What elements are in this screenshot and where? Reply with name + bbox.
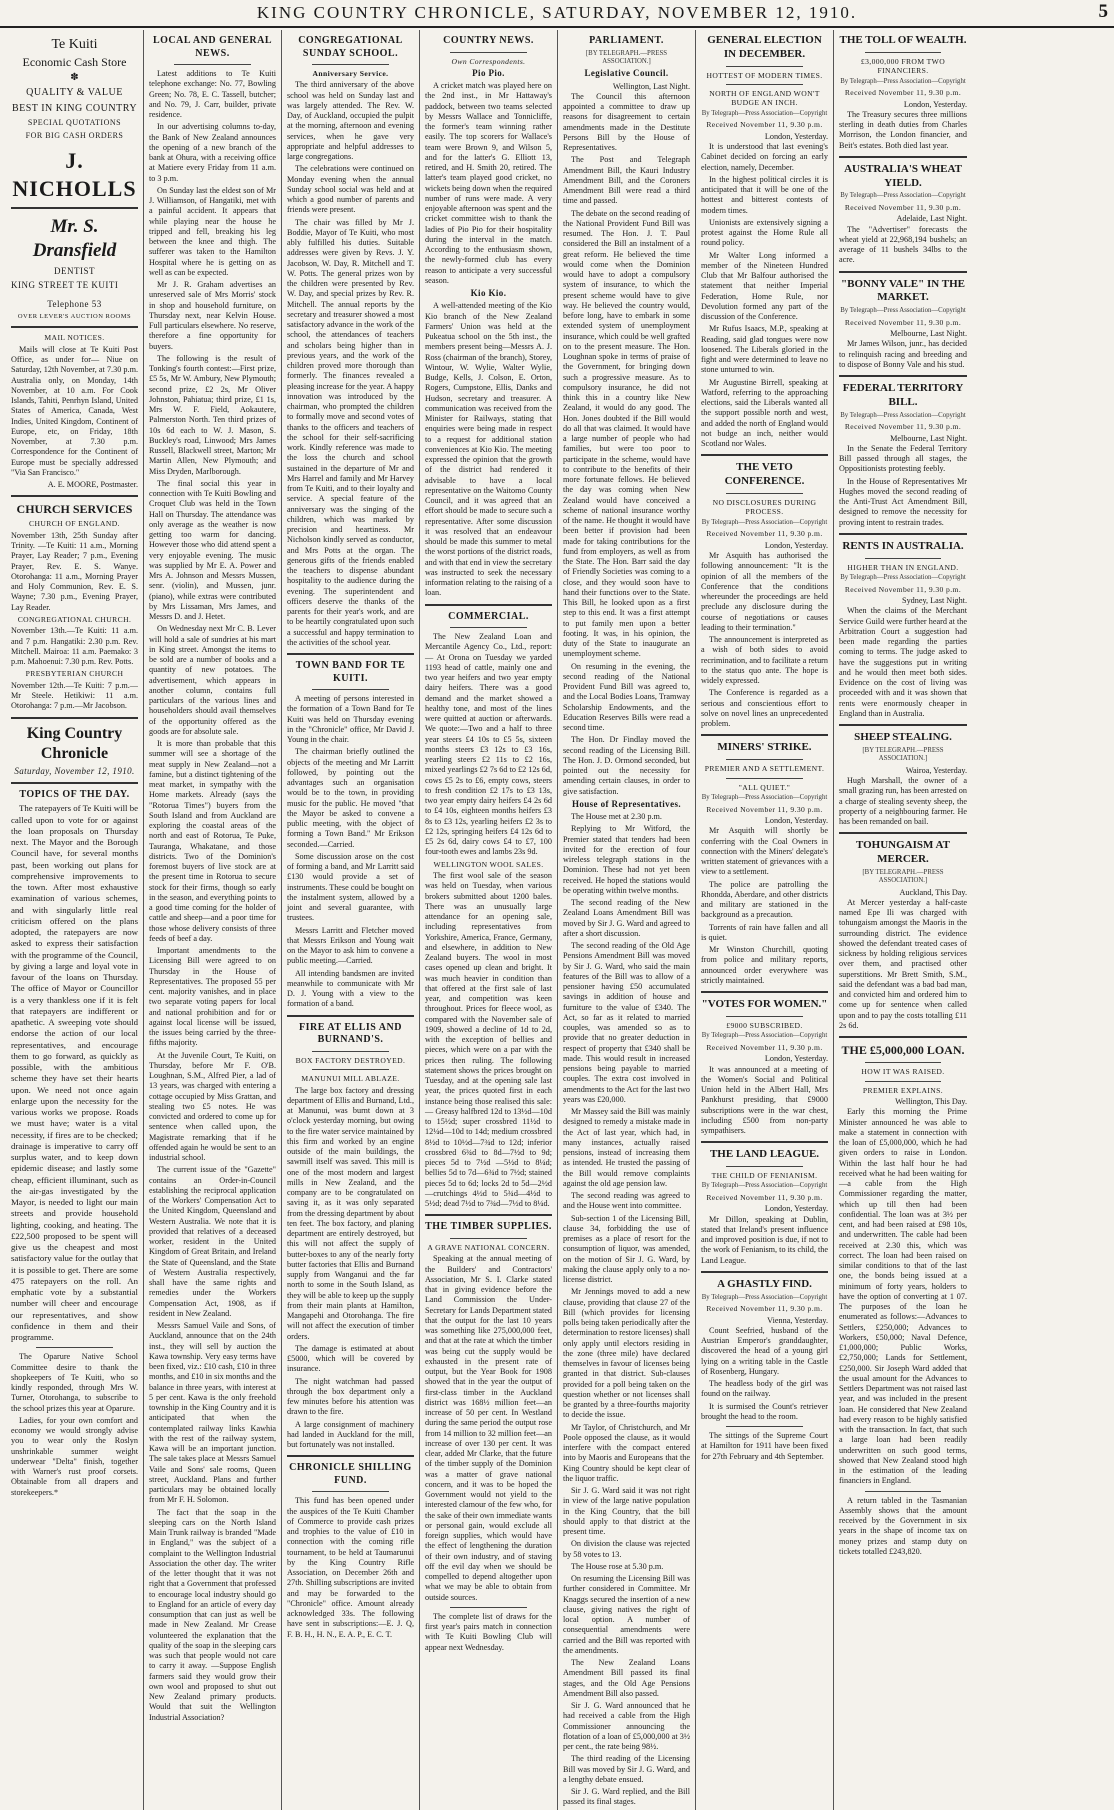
dateline: Wellington, Last Night. [612,81,690,91]
local-news-paragraph: In our advertising columns to-day, the Bank of New Zealand announces the opening of a new branch of the bank at Ohura, with a receiving office at Matiere every Friday from 11 a.m. to 3 p.m. [149,122,276,183]
miners-sub-2: "ALL QUIET." [738,782,791,792]
fire-sub-2: MANUNUI MILL ABLAZE. [301,1074,400,1084]
ghastly-paragraph: Count Seefried, husband of the Austrian Emperor's granddaughter, discovered the head of a young girl lying on a writing table in the Castle of Rosenberg, Hungary. [701,1325,828,1376]
house-paragraph: Replying to Mr Witford, the Premier stated that tenders had been invited for the erection of four wireless telegraph stations in the Dominion. These had not yet been received. He hoped the stations would be operating within twelve months. [563,824,690,895]
rents-paragraph: When the claims of the Merchant Service Guild were further heard at the Arbitration Court a suggestion had been made regarding the parties coming to terms. The judge asked to have the suggestions put in writing and he would then meet both sides. Evidence on the cost of living was proceeded with and it was shown that rents were enormously cheaper in England than in Australia. [839,606,967,718]
bonny-heading: "BONNY VALE" IN THE MARKET. [841,277,965,304]
received: Received November 11, 9.30 p.m. [706,529,823,539]
received: Received November 11, 9.30 p.m. [706,804,823,814]
election-paragraph: Mr Augustine Birrell, speaking at Watford, referring to the approaching elections, said the Liberals wanted all the support possible north and west, and added the north of England would not budge an inch, neither would Scotland nor Wales. [701,377,828,449]
rents-sub: HIGHER THAN IN ENGLAND. [847,562,959,572]
fire-paragraph: The large box factory and dressing department of Ellis and Burnand, Ltd., at Manunui, was burnt down at 3 o'clock yesterday morning, but owing to the fire water service maintained by this firm and worked by an engine outside of the main buildings, the sawmill itself was saved. This mill is one of the most modern and largest mills in New Zealand, and the company are to be congratulated on saving it, as it was only separated from the dressing department by about ten feet. The box factory, and planing department are entirely destroyed, but this will not affect the supply of butter-boxes to any of the nearly forty butter factories that Ellis and Burnand supply from Wanganui and the far north to some in the South Island, as they will be able to keep up the supply from their main plants at Hamilton, Mangapehi and Otorohanga. The fire will not affect the execution of timber orders. [287,1085,414,1341]
byline: By Telegraph—Press Association—Copyright [701,1032,828,1040]
divider [312,1051,388,1052]
legislative-paragraph: The Council this afternoon appointed a committee to draw up reasons for disagreement to certain amendments made in the Destitute Persons Bill by the House of Representatives. [563,91,690,153]
fire-heading: FIRE AT ELLIS AND BURNAND'S. [299,1021,402,1046]
pres-text: November 12th.—Te Kuiti: 7 p.m.— Mr Steele. Hetikiwi: 11 a.m. Otorohanga: 7 p.m.—Mr Jacobson. [11,680,138,711]
tohunga-paragraph: At Mercer yesterday a half-caste named Epe Ili was charged with tohungaism amongst the Maoris in the surrounding district. The evidence showed the defendant treated cases of sickness by holding religious services over them, and practised other superstitions. Mr Brett Smith, S.M., said the defendant was a bad bad man, and convicted him and ordered him to come up for sentence when called upon and to pay the costs totalling £11 2s 6d. [839,897,967,1030]
veto-paragraph: The announcement is interpreted as a wish of both sides to avoid recrimination, and to facilitate a return to the status quo ante. The hope is widely expressed. [701,635,828,686]
house-paragraph: On resuming the Licensing Bill was further considered in Committee. Mr Knaggs secured the insertion of a new clause, giving natives the right of local option. A number of consequential amendments were carried and the Bill was reported with the amendments. [563,1574,690,1655]
byline: By Telegraph—Press Association—Copyright [701,518,828,526]
miners-paragraph: Mr Asquith will shortly be conferring with the Coal Owners in connection with the Miners' delegate's written statement of grievances with a view to a settlement. [701,826,828,877]
divider [839,271,967,273]
divider [450,1607,526,1608]
votes-paragraph: It was announced at a meeting of the Women's Social and Political Union held in the Albert Hall, Mrs Pankhurst presiding, that £9000 subscriptions were in the war chest, including £500 from non-party sympathisers. [701,1064,828,1135]
coe-heading: CHURCH OF ENGLAND. [29,519,120,529]
election-paragraph: In the highest political circles it is anticipated that it will be one of the hottest and bitterest contests of modern times. [701,174,828,215]
divider [839,1036,967,1038]
legislative-paragraph: The Post and Telegraph Amendment Bill, the Kauri Industry Amendment Bill, and the Coroners Amendment Bill were read a third time and passed. [563,155,690,206]
election-heading: GENERAL ELECTION IN DECEMBER. [707,34,822,60]
dateline: Sydney, Last Night. [902,596,967,606]
house-paragraph: The House met at 2.30 p.m. [571,812,662,822]
paper-title: King Country Chronicle [26,724,123,762]
house-paragraph: The House rose at 5.30 p.m. [571,1561,664,1571]
loan-sub-2: PREMIER EXPLAINS. [862,1085,944,1095]
miners-sub: PREMIER AND A SETTLEMENT. [704,764,825,774]
votes-heading: "VOTES FOR WOMEN." [701,998,828,1011]
received: Received November 11, 9.30 p.m. [844,584,962,594]
local-news-paragraph: The current issue of the "Gazette" contains an Order-in-Council establishing the reciprocal application of the Workers' Compensation Act to the United Kingdom, Queensland and Western Australia. We note that it is provided that relatives of a deceased worker, resident in the United Kingdom of Great Britain, and Ireland the State of Queensland, and the State of Western Australia respectively, shall have the same rights and remedies under the Workers Compensation Act, 1908, as if resident in New Zealand. [149,1165,276,1318]
masthead [0,0,1114,28]
league-heading: THE LAND LEAGUE. [709,1148,820,1161]
divider [11,717,138,719]
piopio-heading: Pio Pio. [472,67,505,78]
divider [865,52,942,53]
mail-heading: MAIL NOTICES. [44,333,105,343]
house-paragraph: Mr Taylor, of Christchurch, and Mr Poole opposed the clause, as it would interfere with the compact entered into by Maoris and Europeans that the King Country should be kept clear of the liquor traffic. [563,1422,690,1483]
divider [287,653,414,655]
bowling-footer: The complete list of draws for the first year's pairs match in connection with Te Kuiti Bowling Club will appear next Wednesday. [425,1611,552,1652]
topics-text: The ratepayers of Te Kuiti will be called upon to vote for or against the loan proposals on Thursday next. The Mayor and the Borough Council have, for several months past, been working out plans for comprehensive improvements to the town. After most exhaustive examination of various schemes, and with singularly little real criticism offered on the plans adopted, the ratepayers are now asked to express their satisfaction with the programme of the Council, by giving a large and loyal vote in favour of the loans on Thursday. The office of Mayor or Councillor is a very thankless one if it is felt that ratepayers are indifferent or apathetic. A sweeping vote should endorse the action of our local representatives, and encourage them to go forward, as quickly as possible, with the ambitious scheme they have set their hearts upon. We need not once again enlarge upon the necessity for the various works we propose. Roads we must have; water is a vital necessity, if fires are to be checked; drainage is imperative to carry off surplus water, and to keep down epidemic disease; and lastly some cheap, efficient illuminant, such as the air-gas investigated by the Mayor, is needed to light our main streets and provide household lighting, cooking, and heating. The £22,500 proposed to be spent will give us the cheapest and most satisfactory value for the outlay that it is possible to get. There are some 475 ratepayers on the roll. An emphatic vote by a substantial number will cheer and encourage our representatives, and show confidence in them and their programme. [11,803,138,1343]
dentist-address: KING STREET TE KUITI [11,279,119,290]
column-4 [420,30,558,1810]
fire-paragraph: A large consignment of machinery had landed in Auckland for the mill, but fortunately was not installed. [287,1419,414,1450]
miners-paragraph: Torrents of rain have fallen and all is quiet. [701,922,828,942]
election-sub-1: HOTTEST OF MODERN TIMES. [706,70,823,80]
divider [450,627,526,628]
sunday-school-paragraph: The chair was filled by Mr J. Boddie, Mayor of Te Kuiti, who most ably fulfilled his duties. Suitable addresses were given by Revs. J. Y. Jacobson, W. Day, R. Mitchell and T. W. Potts. The general prizes won by the children were presented by Rev. W. Day, and special prizes by Rev. R. Mitchell. The annual reports by the secretary and treasurer showed a most satisfactory advance in the work of the school, the attendances of teachers and scholars being higher than in previous years, and the work of the children proved more thorough than formerly. The finances revealed a pleasing increase for the year. A happy innovation was introduced by the chairman, who prompted the children to formally move and second votes of thanks to the officers and teachers of the school for their self-sacrificing work. Kindly reference was made to the loss the church and school sustained in the departure of Mr and Mrs Harrel and family and Mr Harvey from Te Kuiti, and to their loyalty and service. A special feature of the anniversary was the singing of the children, which was marked by precision and heartiness. Mr Nicholson kindly served as conductor, and Mrs Potts at the organ. The generous gifts of the friends enabled the teachers to dispense abundant hospitality to the audience during the evening. The superintendent and officers deserve the thanks of the parents for their year's work, and are to be heartily congratulated upon such a successful and happy termination to the activities of the school year. [287,217,414,647]
divider [865,1081,942,1082]
local-news-paragraph: It is more than probable that this summer will see a shortage of the meat supply in New Zealand—not a famine, but a distinct tightening of the meat market, in sympathy with the Home markets. Already (says the "Rotorua Times") buyers from the South Island and from Auckland are exploring the coastal areas of the north and east of Rotorua, Te Puke, Tauranga, Whakatane, and those districts. Two of the Dominion's foremost buyers of live stock are at the present time in Rotorua to secure stock for their firms, though so early in the season, and everything points to a good time coming for the holder of cattle and sheep—and a poor time for those whose delivery consists of three feeds of beef a day. [149,739,276,943]
veto-heading: THE VETO CONFERENCE. [724,461,805,488]
divider [287,1455,414,1457]
veto-paragraph: Mr Asquith has authorised the following announcement: "It is the opinion of all the members of the Conference that the conditions whereunder the proceedings are held preclude any disclosure during the course of negotiations or causes leading to their termination." [701,551,828,632]
divider [839,724,967,726]
dateline: Adelaide, Last Night. [896,214,967,224]
store-owner: J. NICHOLLS [12,148,137,201]
sheep-heading: SHEEP STEALING. [854,731,952,744]
column-2 [144,30,282,1810]
veto-sub: NO DISCLOSURES DURING PROCESS. [712,497,817,517]
byline: By Telegraph—Press Association—Copyright [701,794,828,802]
divider [312,1069,388,1070]
dateline: Wairoa, Yesterday. [905,765,967,775]
divider [450,52,526,53]
ghastly-paragraph: The sittings of the Supreme Court at Hamilton for 1911 have been fixed for 27th February and 4th September. [701,1431,828,1461]
legislative-heading: Legislative Council. [584,68,669,79]
house-paragraph: The second reading of the New Zealand Loans Amendment Bill was moved by Sir J. G. Ward and agreed to after a short discussion. [563,898,690,938]
column-1 [6,30,144,1810]
divider [425,604,552,606]
miners-paragraph: Mr Winston Churchill, quoting from police and military reports, announced order everywhere was strictly maintained. [701,945,828,985]
veto-paragraph: The Conference is regarded as a serious and conscientious effort to solve on novel lines an unprecedented problem. [701,688,828,729]
received: Received November 11, 9.30 p.m. [706,1042,823,1052]
wheat-paragraph: The "Advertiser" forecasts the wheat yield at 22,968,194 bushels; an average of 11 bushels 34lbs to the acre. [839,224,967,265]
commercial-heading: COMMERCIAL. [448,610,529,622]
divider [11,207,138,209]
divider [701,991,828,993]
election-paragraph: Unionists are extensively signing a protest against the Home Rule all round policy. [701,217,828,248]
local-news-paragraph: Latest additions to Te Kuiti telephone exchange: No. 77, Bowling Green; No. 78, E. C. Tassell, butcher; and No. 79, J. Carr, builder, private residence. [149,69,276,119]
house-paragraph: Mr Jennings moved to add a new clause, providing that clause 27 of the Bill (which provides for licensing polls being taken periodically after the determination to restore licenses) shall only apply until electors residing in the zone (three mile) have declared themselves in favour of licenses being granted in that district. Sub-clauses provided for a poll being taken on the question whether or not licenses shall be granted by a three-fourths majority to decide the issue. [563,1287,690,1420]
divider [312,689,388,690]
store-special-2: FOR BIG CASH ORDERS [25,131,124,140]
press-association: [BY TELEGRAPH.—PRESS ASSOCIATION.] [585,49,668,65]
mail-text: Mails will close at Te Kuiti Post Office, as under for— Niue on Saturday, 12th November, at 7.30 p.m. Australia only, on Monday, 14th November, at 10 a.m. For Cook Islands, Tahiti, Penrhyn Island, United States of America, Canada, West Indies, United Kingdom, Continent of Europe, etc, on Friday, 18th November, at 7.30 p.m. Correspondence for the Continent of Europe must be specially addressed "Via San Francisco." [11,344,138,477]
loan-paragraph: A return tabled in the Tasmanian Assembly shows that the amount received by the Government in six years in the shape of income tax on money prizes and stamp duty on tickets totalled £243,820. [839,1495,967,1556]
shilling-fund-paragraph: This fund has been opened under the auspices of the Te Kuiti Chamber of Commerce to provide cash prizes and trophies to the value of £10 in connection with the coming rifle tournament, to be held at Taumarunui by the King Country Rifle Association, on December 26th and 27th. Shilling subscriptions are invited and may be forwarded to the "Chronicle" office. Amount already acknowledged 33s. The following have sent in subscriptions:—E. J. Q, F. B. H., H. N., E. A. P., E. C. T. [287,1496,414,1639]
dateline: London, Yesterday. [903,99,967,109]
kiokio-text: A well-attended meeting of the Kio Kio branch of the New Zealand Farmers' Union was held at the Pukeatua school on the 5th inst., the members present being—Messrs A. J. Ross (chairman of the branch), Storey, Wintour, W. Wylie, Walter Wylie, Budge, Kells, J. Colson, E. Orton, Rogers, Cumpstone, Ellis, Danks and Hudson, secretary and treasurer. A communication was received from the Minister for Railways, stating that enquiries were being made in respect to a request for additional station conveniences at Kio Kio. The meeting expressed the opinion that the growth of the district had rendered it advisable to have a local representative on the Waitomo County Council, and it was agreed that an effort should be made to secure such a representative. After some discussion it was resolved that an endeavour should be made this summer to metal the worst portions of the district roads, and with that end in view the secretary was instructed to seek the necessary information relating to the raising of a loan. [425,301,552,598]
cong-text: November 13th.—Te Kuiti: 11 a.m. and 7 p.m. Hangatiki: 2.30 p.m. Rev. Mitchell. Mairoa: 11 a.m. Paemako: 3 p.m. Mahoenui: 7.30 p.m. Rev. Potts. [11,626,138,667]
divider [839,533,967,535]
house-paragraph: The third reading of the Licensing Bill was moved by Sir J. G. Ward, and a lengthy debate ensued. [563,1754,690,1784]
election-paragraph: Mr Rufus Isaacs, M.P., speaking at Reading, said glad tongues were now loosened. The Liberals gloried in the fight and were determined to leave no stone unturned to win. [701,324,828,375]
legislative-paragraph: On resuming in the evening, the second reading of the National Provident Fund Bill was agreed to, and the Local Bodies Loans, Tramway Scholarship Endowments, and the Education Reserves Bills were read a second time. [563,661,690,733]
miners-heading: MINERS' STRIKE. [717,741,812,754]
divider [726,1426,802,1427]
store-slogan-1: QUALITY & VALUE [26,87,123,98]
cong-heading: CONGREGATIONAL CHURCH. [17,614,132,624]
divider [425,1214,552,1216]
byline: By Telegraph—Press Association—Copyright [840,574,966,582]
sheep-paragraph: Hugh Marshall, the owner of a small grazing run, has been arrested on a charge of stealing seventy sheep, the property of a neighbouring farmer. He has been remanded on bail. [839,776,967,827]
divider [312,64,388,65]
byline: By Telegraph—Press Association—Copyright [840,192,966,200]
byline: By Telegraph—Press Association—Copyright [701,109,828,117]
timber-sub: A GRAVE NATIONAL CONCERN. [427,1242,550,1252]
federal-heading: FEDERAL TERRITORY BILL. [842,382,964,408]
divider [865,1062,942,1063]
column-5 [558,30,696,1810]
fire-paragraph: The damage is estimated at about £5000, which will be covered by insurance. [287,1343,414,1374]
dateline: London, Yesterday. [764,1054,828,1064]
wool-text: The first wool sale of the season was held on Tuesday, when various brokers submitted about 1200 bales. There was an unusually large attendance for an opening sale, including representatives from Yorkshire, America, France, Germany, and elsewhere, in addition to New Zealand buyers. The wool in most cases opened up clean and bright. It was much heavier in condition than that offered at the first sale of last year, and competition was keen throughout. Prices for fleece wool, as compared with the November sale of 1909, showed a decline of 1d to 2d, with the exception of bellies and pieces, which were on a par with the prices then ruling. The following statement shows the prices brought on Tuesday, and at the opening sale last year, the prices quoted first in each instance being those realised this sale:— Greasy halfbred 12d to 13½d—10d to 15½d; super crossbred 11½d to 12¼d—10d to 14d; medium crossbred 8½d to 10½d—7¾d to 12d; inferior crossbred 6¾d to 8d—7½d to 9d; pieces 5d to 7½d —5½d to 8¼d; bellies 5d to 7d—6¾d to 7½d; stained pieces 5d to 6d; locks 2d to 5d—2½d—crutchings 4½d to 5¾d—4½d to 5½d; dead 7½d to 7¾d—7½d to 8¼d. [425,871,552,1209]
divider [11,782,138,784]
election-paragraph: Mr Walter Long informed a member of the Nineteen Hundred Club that Mr Balfour authorised the statement that neither Imperial Federation, Home Rule, nor Devolution formed any part of the discussion of the Conference. [701,250,828,322]
divider [726,1016,802,1017]
dateline: Melbourne, Last Night. [890,433,967,443]
sunday-school-paragraph: The celebrations were continued on Monday evening when the annual Sunday school social was held and at which a good number of parents and friends were present. [287,164,414,215]
local-news-paragraph: Mr J. R. Graham advertises an unreserved sale of Mrs Morris' stock in shop and household furniture, on Thursday next, near Kelvin House. Full particulars elsewhere. No reserve, therefore a fine opportunity for buyers. [149,280,276,351]
divider [701,1271,828,1273]
mail-signature: A. E. MOORE, Postmaster. [47,480,138,490]
divider [11,495,138,497]
kiokio-heading: Kio Kio. [470,288,507,299]
masthead-title: KING COUNTRY CHRONICLE, SATURDAY, NOVEMBER 12, 1910. [256,3,858,22]
press-association: [BY TELEGRAPH.—PRESS ASSOCIATION.] [862,746,944,763]
town-band-paragraph: Some discussion arose on the cost of forming a band, and Mr Larritt said £130 would provide a set of instruments. These could be bought on the instalment system, allowed by a joint and several guarantee, with trustees. [287,851,414,923]
paper-date: Saturday, November 12, 1910. [14,765,135,776]
house-paragraph: Sub-section 1 of the Licensing Bill, clause 34, forbidding the use of premises as a place of resort for the consumption of liquor, was amended, on the motion of Sir J. G. Ward, by making the clause apply only to a no-license district. [563,1213,690,1285]
divider [701,1141,828,1143]
divider [839,156,967,158]
house-paragraph: On division the clause was rejected by 58 votes to 13. [563,1539,690,1559]
store-special-1: SPECIAL QUOTATIONS [27,118,122,127]
divider [726,778,802,779]
topics-text-2: The Oparure Native School Committee desire to thank the shopkeepers of Te Kuiti, who so kindly responded, through Mrs W. Turner, Otorohanga, to subscribe to the school prizes this year at Oparure. [11,1352,138,1413]
town-band-paragraph: A meeting of persons interested in the formation of a Town Band for Te Kuiti was held on Thursday evening in the "Chronicle" office, Mr David J. Young in the chair. [287,694,414,745]
country-news-sub: Own Correspondents. [451,56,526,66]
fire-sub-1: BOX FACTORY DESTROYED. [295,1055,406,1065]
dateline: London, Yesterday. [764,1204,828,1214]
ghastly-heading: A GHASTLY FIND. [717,1277,812,1290]
tohunga-heading: TOHUNGAISM AT MERCER. [855,839,951,866]
store-slogan-2: BEST IN KING COUNTRY [11,102,138,114]
dateline: Vienna, Yesterday. [767,1315,828,1325]
loan-sub-1: HOW IT WAS RAISED. [861,1067,945,1077]
town-band-paragraph: The chairman briefly outlined the objects of the meeting and Mr Larritt followed, by pointing out the advantages such an organisation would be to the town, in providing music for the public. He moved "that the Mayor be asked to convene a public meeting, with the object of forming a Town Band." Mr Erikson seconded.—Carried. [287,747,414,849]
ghastly-paragraph: The headless body of the girl was found on the railway. [701,1379,828,1399]
dentist-location: OVER LEVER'S AUCTION ROOMS [17,313,132,321]
house-paragraph: Sir J. G. Ward said it was not right in view of the large native population in the King Country, that the bill should apply to that district at the present time. [563,1486,690,1537]
ornament-icon: ✽ [70,71,79,83]
byline: By Telegraph—Press Association—Copyright [840,411,966,419]
dentist-phone: Telephone 53 [47,299,102,309]
loan-heading: THE £5,000,000 LOAN. [841,1043,965,1058]
country-news-heading: COUNTRY NEWS. [443,35,534,46]
divider [726,493,802,494]
dateline: Melbourne, Last Night. [890,329,967,339]
received: Received November 11, 9.30 p.m. [706,120,823,130]
topics-heading: TOPICS OF THE DAY. [19,788,130,800]
timber-heading: THE TIMBER SUPPLIES. [425,1221,552,1233]
divider [312,1491,388,1492]
divider [726,759,802,760]
divider [726,1166,802,1167]
house-paragraph: The second reading was agreed to and the House went into committee. [563,1191,690,1211]
store-subtitle: Economic Cash Store [22,54,127,69]
timber-text: Speaking at the annual meeting of the Builders' and Contractors' Association, Mr S. I. Clarke stated that in giving evidence before the Land Commission the Under-Secretary for Lands Department stated that the output for the last 10 years was something like 275,000,000 feet, and that at the rate at which the timber was being cut the supply would be exhausted in the present rate of output, but the Year Book for 1908 showed that in the year the output of first-class timber in the Auckland district was 168½ million feet—an increase of 50 per cent. In Westland during the same period the output rose from 14 million to 32 million feet—an increase of over 130 per cent. It was clear, added Mr Clarke, that the future of the timber supply of the Dominion was a matter of grave national concern, and it was to be hoped the Government would not yield to the interested clamour of the few who, for the sake of their own immediate wants or personal gain, would exclude all foreign supplies, which would have the effect of lengthening the duration of their own industry, and of staving off the evil day when we should be compelled to depend altogether upon what we may be able to obtain from outside sources. [425,1254,552,1602]
election-paragraph: It is understood that last evening's Cabinet decided on forcing an early election, namely, December. [701,142,828,172]
divider [287,1015,414,1017]
sunday-school-sub: Anniversary Service. [312,69,389,78]
divider [36,1347,112,1348]
column-6 [696,30,834,1810]
received: Received November 11, 9.30 p.m. [844,317,962,327]
local-news-paragraph: The final social this year in connection with Te Kuiti Bowling and Croquet Club was held in the Town Hall on Thursday. The attendance was only average as the weather is now getting too warm for dancing. However those who did attend spent a very enjoyable evening. The music was supplied by Mr E. A. Power and Mrs A. Johnson and Messrs Mussen, senr. (violin), and Mussen, junr. (piano), while extras were contributed by Mrs Lissaman, Mrs James, and Messrs D. and J. Hetet. [149,478,276,621]
sunday-school-paragraph: The third anniversary of the above school was held on Sunday last and was largely attended. The Rev. W. Day, of Auckland, occupied the pulpit at the morning, afternoon and evening services, when he gave very appropriate and helpful addresses to large congregations. [287,80,414,162]
column-7 [834,30,972,1810]
dateline: Auckland, This Day. [899,887,967,897]
dentist-name: Mr. S. Dransfield [32,216,117,261]
votes-sub: £9000 SUBSCRIBED. [726,1020,803,1030]
legislative-paragraph: The Hon. Dr Findlay moved the second reading of the Licensing Bill. The Hon. J. D. Ormond seconded, but pointed out the necessity for amending certain clauses, in order to give satisfaction. [563,735,690,796]
columns [6,30,1110,1807]
column-3 [282,30,420,1810]
dateline: London, Yesterday. [764,131,828,141]
divider [726,66,802,67]
divider [726,84,802,85]
house-paragraph: The second reading of the Old Age Pensions Amendment Bill was moved by Sir J. G. Ward, who said the main features of the Bill was to allow of a pensioner having £50 accumulated savings in addition of house and furniture to the value of £340. The Act, so far as it related to married couples, was amended so as to provide that no greater deduction in respect of property that £340 shall be made. This would result in increased pensions being payable to married couples. The extra cost involved in amendments to the Act for the last two years was £20,000. [563,941,690,1104]
sunday-school-heading: CONGREGATIONAL SUNDAY SCHOOL. [298,35,403,59]
received: Received November 11, 9.30 p.m. [706,1192,823,1202]
dentist-title: DENTIST [54,265,95,276]
divider [839,832,967,834]
commercial-text: The New Zealand Loan and Mercantile Agency Co., Ltd., report:— At Orona on Tuesday we yarded 1193 head of cattle, mainly one and two year heifers and two year empty dairy heifers. There was a good demand and the market showed a healthy tone, and most of the lines were quitted at auction or afterwards. We quote:—Two and a half to three year steers £4 10s to £5 5s, sixteen months steers £3 12s to £3 16s, yearling steers £2 11s to £2 16s, mixed yearlings £2 7s 6d to £2 12s 6d, cows £5 2s to £6, empty cows, steers to fresh condition £2 17s to £3 13s, two year empty dairy heifers £4 2s 6d to £4 10s, eighteen months heifers £3 8s to £3 12s, yearling heifers £2 3s to £2 12s, springing heifers £4 12s 6d to £5 2s 6d, dairy cows £4 to £7, 100 four-tooth ewes and lambs 23s 9d. [425,632,552,857]
wool-heading: WELLINGTON WOOL SALES. [433,859,544,869]
ghastly-paragraph: It is surmised the Count's retriever brought the head to the room. [701,1401,828,1421]
shilling-fund-heading: CHRONICLE SHILLING FUND. [289,1462,412,1486]
wheat-heading: AUSTRALIA'S WHEAT YIELD. [844,162,962,189]
loan-paragraph: Early this morning the Prime Minister announced he was able to make a statement in connection with the loan of £5,000,000, which he had given orders to raise in London. Within the last half hour he had received what he had been waiting for—a cable from the High Commissioner regarding the matter, which up till then had been confidential. The loan was at 3½ per cent, and had been raised at £98 10s, and underwritten. The cable had been received at 2.30 this, which was correct. The loan had been raised on similar conditions to that of the last one, the bonds being issued at a minimum of forty years, holders to have the option of converting at 1 07. The purposes of the loan he enumerated as follows:—Advances to Settlers, £250,000; Advances to Workers, £50,000; Naval Defence, £1,000,000; Public Works, £2,750,000; Lands for Settlement, £250,000. Sir Joseph Ward added that the usual amount for the Advances to Settlers Department was not raised last year, and was included in the present loan. He considered that New Zealand had every reason to be highly satisfied with the transaction. In fact, that such a large loan had been readily underwritten on such good terms, showed that New Zealand stood high in the estimation of the leading financiers in England. [839,1107,967,1486]
divider [701,454,828,456]
miners-paragraph: The police are patrolling the Rhondda, Aberdare, and other districts and military are stationed in the background as a precaution. [701,879,828,920]
local-news-paragraph: Messrs Samuel Vaile and Sons, of Auckland, announce that on the 24th inst., they will sell by auction the Kawa township. Very easy terms have been fixed, viz.: £10 cash, £10 in three months, and £10 in six months and the balance in three years, with interest at 5 per cent. Kawa is the only freehold township in the King Country and it is anticipated that when the contemplated railway links Kawhia with the rest of the railway system, Kawa will be an important junction. The sale takes place at Messrs Samuel Vaile and Sons' sale rooms, Queen street, Auckland. Plans and further particulars may be obtained locally from Mr F. H. Solomon. [149,1321,276,1505]
town-band-paragraph: Messrs Larritt and Fletcher moved that Messrs Erikson and Young wait on the Mayor to ask him to convene a public meeting.—Carried. [287,925,414,966]
house-paragraph: Mr Massey said the Bill was mainly designed to remedy a mistake made in the Act of last year, which had, in many instances, actually raised pensions, instead of increasing them as intended. He trusted the passing of the Bill would remove complaints against the old age pension law. [563,1107,690,1188]
divider [701,734,828,736]
wealth-sub: £3,000,000 FROM TWO FINANCIERS. [860,56,946,76]
house-paragraph: The New Zealand Loans Amendment Bill passed its final stages, and the Old Age Pensions Amendment Bill also passed. [563,1658,690,1698]
house-heading: House of Representatives. [571,798,682,809]
church-heading: CHURCH SERVICES [16,502,133,517]
divider [11,326,138,328]
local-news-paragraph: The fact that the soap in the sleeping cars on the North Island Main Trunk railway is branded "Made in England," was the subject of a complaint to the Wellington Industrial Association the other day. The writer of the letter thought that it was not right that a Government that professed to encourage local industry should go to England for an article of every day consumption that can just as well be made in New Zealand. Mr Crease volunteered the explanation that the quality of the soap in the sleeping cars was such that people would not care to carry it away. —Suppose English farmers said they would grow their own wool and proposed to shut out New Zealand primary products. Would that suit the Wellington Industrial Association? [149,1507,276,1722]
league-paragraph: Mr Dillon, speaking at Dublin, stated that Ireland's present influence and improved position is due, if not to the work of Fenianism, to its child, the Land League. [701,1214,828,1265]
received: Received November 11, 9.30 p.m. [844,422,962,432]
dateline: Wellington, This Day. [895,1097,967,1107]
divider [174,64,250,65]
received: Received November 11, 9.30 p.m. [844,202,962,212]
divider [839,375,967,377]
wealth-heading: THE TOLL OF WEALTH. [839,34,967,46]
rents-heading: RENTS IN AUSTRALIA. [842,539,964,552]
divider [865,558,942,559]
bonny-paragraph: Mr James Wilson, junr., has decided to relinquish racing and breeding and to dispose of Bonny Vale and his stud. [839,339,967,369]
received: Received November 11, 9.30 p.m. [844,88,962,98]
dateline: London, Yesterday. [764,816,828,826]
divider [865,1491,942,1492]
page-number: 5 [1098,1,1108,22]
byline: By Telegraph—Press Association—Copyright [701,1182,828,1190]
topics-text-3: Ladies, for your own comfort and economy we would strongly advise you to wear only the Roslyn unshrinkable summer weight underwear "Delta" finish, together with Warner's rust proof corsets. Obtainable from all drapers and storekeepers.* [11,1415,138,1497]
house-paragraph: Sir J. G. Ward announced that he had received a cable from the High Commissioner announcing the flotation of a loan of £5,000,000 at 3½ per cent., the rate being 98½. [563,1701,690,1752]
league-sub: THE CHILD OF FENIANISM. [711,1171,818,1180]
byline: By Telegraph—Press Association—Copyright [840,77,966,85]
dateline: London, Yesterday. [764,540,828,550]
election-sub-2: NORTH OF ENGLAND WON'T BUDGE AN INCH. [709,88,820,108]
divider [450,1238,526,1239]
store-name: Te Kuiti [51,37,98,52]
federal-paragraph: In the Senate the Federal Territory Bill passed through all stages, the Oppositionists protesting feebly. [839,443,967,474]
pres-heading: PRESBYTERIAN CHURCH [25,669,124,679]
local-news-paragraph: Important amendments to the Licensing Bill were agreed to on Thursday in the House of Representatives. The proposed 55 per cent. majority vanishes, and in place two separate voting papers for local and national prohibition and for or against local license will be issued, the issues being carried by the three-fifths majority. [149,946,276,1048]
local-news-paragraph: The following is the result of Tonking's fourth contest:—First prize, £5 5s, Mr W. Ambury, New Plymouth; second prize, £2 2s, Mr Oliver Johnston, Pahiatua; third prize, £1 1s, Mrs W. F. Field, Aokautere, Palmerston North. Ten third prizes of 10s 6d each to W. J. Mason, S. Buckley's road, Linwood; Mrs James Russell, Blackwell street, Marton; Mr Martin Allen, New Plymouth; and Miss Dryden, Marlborough. [149,353,276,476]
piopio-text: A cricket match was played here on the 2nd inst., in Mr Hattaway's paddock, between two teams selected by Messrs Wallace and Tonnicliffe, the former's team winning rather easily. The top scorers for Wallace's team were Brown 9, and Wilson 5, and for the latter's G. Elliott 13, retired, and H. Smith 20, retired. The latter's team played good cricket, no wickets being down when the required number of runs were made. A very enjoyable afternoon was spent and the cricket committee wish to thank the ladies of Pio Pio for their hospitality during the interval in the match. According to the enthusiasm shown, the newly-formed club has every reason to anticipate a very successful season. [425,81,552,285]
byline: By Telegraph—Press Association—Copyright [701,1293,828,1301]
received: Received November 11, 9.30 p.m. [706,1304,823,1314]
fire-paragraph: The night watchman had passed through the box department only a few minutes before his attention was drawn to the fire. [287,1376,414,1417]
press-association: [BY TELEGRAPH.—PRESS ASSOCIATION.] [862,868,944,885]
local-news-paragraph: At the Juvenile Court, Te Kuiti, on Thursday, before Mr F. O'B. Loughnan, S.M., Alfred Pier, a lad of 13 years, was charged with entering a cottage occupied by Miss Grattan, and stealing two £5 notes. He was convicted and ordered to come up for sentence when called upon, the Magistrate remarking that if he offended again he would be sent to an industrial school. [149,1050,276,1162]
parliament-heading: PARLIAMENT. [589,35,664,46]
byline: By Telegraph—Press Association—Copyright [840,307,966,315]
town-band-paragraph: All intending bandsmen are invited meanwhile to communicate with Mr D. J. Young with a view to the formation of a band. [287,968,414,1009]
local-news-paragraph: On Wednesday next Mr C. B. Lever will hold a sale of sundries at his mart in King street. Amongst the items to be sold are a number of books and a quantity of new potatoes. The advertisement, which appears in another column, contains full particulars of the various lines and householders should avail themselves of the opportunity offered as the goods are for absolute sale. [149,624,276,736]
coe-text: November 13th, 25th Sunday after Trinity. —Te Kuiti: 11 a.m., Morning Prayer, Lay Reader; 7 p.m., Evening Prayer, Rev. E. S. Wanye. Otorohanga: 11 a.m., Morning Prayer and Holy Communion, Rev. E. S. Wayne; 7.30 p.m., Evening Prayer, Lay Reader. [11,530,138,612]
house-paragraph: Sir J. G. Ward replied, and the Bill passed its final stages. [563,1787,690,1807]
legislative-paragraph: The debate on the second reading of the National Provident Fund Bill was resumed. The Hon. J. T. Paul considered the Bill an instalment of a great reform. He believed the time would come when the Dominion would have to adopt a compulsory system of insurance, to which the present scheme would have to give way. He believed the country would, before long, have to embark in some extended system of unemployment insurance, which could be well grafted on to the present measure. The Hon. Loughnan spoke in terms of praise of the Government, for bringing down such a progressive measure. As to compulsory insurance, he did not think this in a country like New Zealand, it would do any good. The Hon. Jones doubted if the Bill would do all that was claimed. It would have a large number of people who had families, but were too poor to participate in the scheme, would have to contribute to the benefits of their more fortunate fellows. He believed the day was coming when New Zealand would have conceived a scheme of national insurance worthy of the name. He thought it would have been better if provision had been made for taking contributions for the fund from employers, as well as from the State. The Hon. Barr said the day of Friendly Societies was coming to a close, and they would soon have to hand their functions over to the State. This Bill, he looked upon as a first step to this end. It was a first attempt to put family men upon a better footing. It was, in his opinion, the duty of the State to inaugurate an unemployment scheme. [563,208,690,659]
federal-paragraph: In the House of Representatives Mr Hughes moved the second reading of the Anti-Trust Act Amendment Bill, designed to remove the necessity for proving intent to restrain trades. [839,476,967,527]
wealth-paragraph: The Treasury secures three millions sterling in death duties from Charles Morrison, the London financier, and Beit's estates. Both died last year. [839,109,967,150]
local-news-heading: LOCAL AND GENERAL NEWS. [152,35,273,59]
local-news-paragraph: On Sunday last the eldest son of Mr J. Williamson, of Hangatiki, met with a painful accident. It appears that while playing near the house he tripped and fell, breaking his leg between the knee and thigh. The sufferer was taken to the Hamilton Hospital where he is getting on as well as can be expected. [149,185,276,277]
town-band-heading: TOWN BAND FOR TE KUITI. [295,660,406,684]
